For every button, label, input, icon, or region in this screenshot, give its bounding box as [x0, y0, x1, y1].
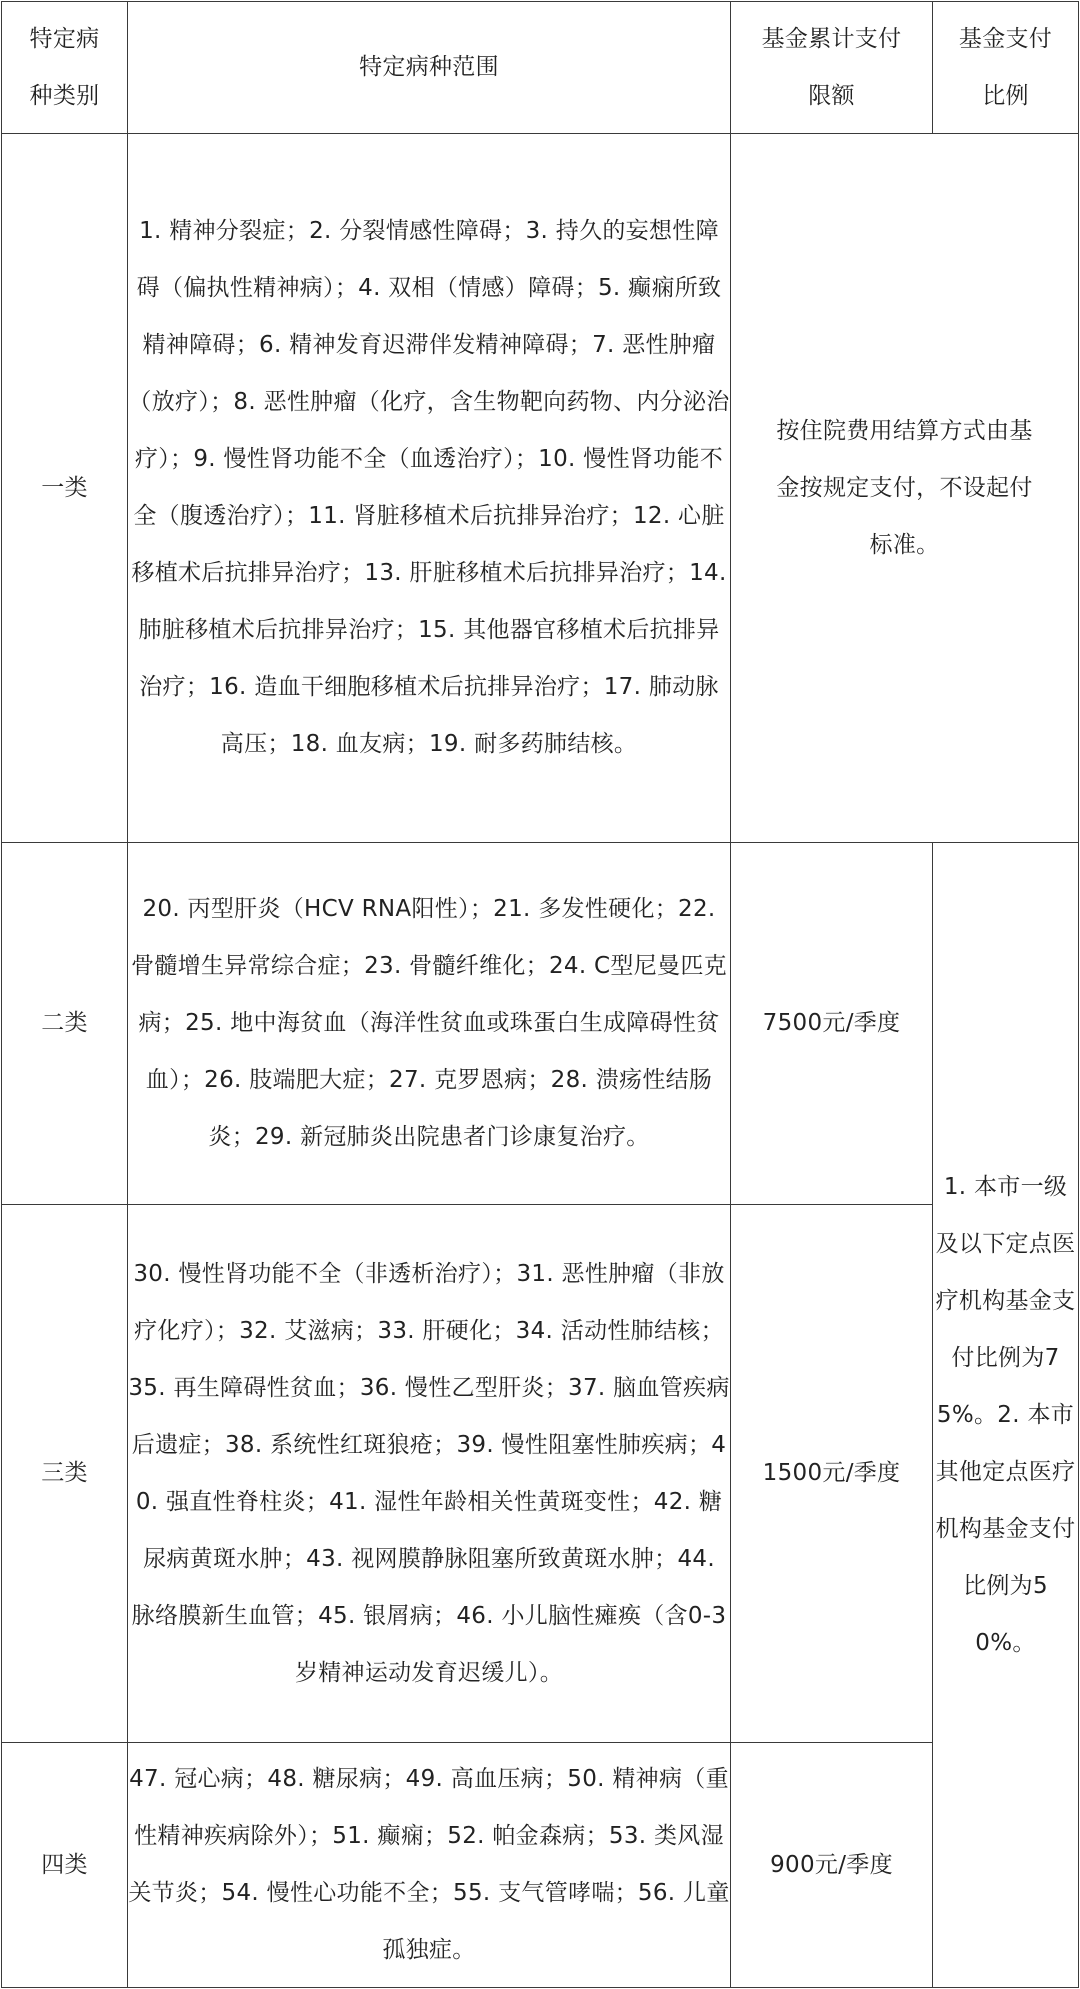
disease-range-text: 20. 丙型肝炎（HCV RNA阳性）；21. 多发性硬化；22. 骨髓增生异常综合症；23. 骨髓纤维化；24. C型尼曼匹克病；25. 地中海贫血（海洋性贫血或珠蛋白生成障碍性贫血）；26. 肢端肥大症；27. 克罗恩病；28. 溃疡性结肠炎；29. 新冠肺炎出院患者门诊康复治疗。 [131, 896, 727, 1150]
header-limit: 基金累计支付限额 [731, 2, 933, 134]
disease-range-text: 47. 冠心病；48. 糖尿病；49. 高血压病；50. 精神病（重性精神疾病除外）；51. 癫痫；52. 帕金森病；53. 类风湿关节炎；54. 慢性心功能不全；55. 支气管哮喘；56. 儿童孤独症。 [128, 1766, 730, 1963]
header-ratio: 基金支付比例 [933, 2, 1079, 134]
table-row [2, 1205, 1079, 1743]
table-row [2, 1743, 1079, 1988]
payment-ratio-cell: 1. 本市一级及以下定点医疗机构基金支付比例为75%。2. 本市其他定点医疗机构基金支付比例为50%。 [933, 843, 1079, 1988]
category-cell: 三类 [2, 1205, 128, 1743]
category-cell: 二类 [2, 843, 128, 1205]
disease-range-cell [128, 843, 731, 1205]
payment-limit-cell: 1500元/季度 [731, 1205, 933, 1743]
table-row [2, 134, 1079, 843]
header-row [2, 2, 1079, 134]
disease-range-cell [128, 1743, 731, 1988]
header-category: 特定病种类别 [2, 2, 128, 134]
limit-ratio-cell: 按住院费用结算方式由基金按规定支付，不设起付标准。 [731, 134, 1079, 843]
disease-policy-table [1, 1, 1079, 1988]
category-cell: 一类 [2, 134, 128, 843]
disease-range-cell [128, 1205, 731, 1743]
disease-range-text: 1. 精神分裂症；2. 分裂情感性障碍；3. 持久的妄想性障碍（偏执性精神病）；4. 双相（情感）障碍；5. 癫痫所致精神障碍；6. 精神发育迟滞伴发精神障碍；7. 恶性肿瘤（放疗）；8. 恶性肿瘤（化疗，含生物靶向药物、内分泌治疗）；9. 慢性肾功能不全（血透治疗）；10. 慢性肾功能不全（腹透治疗）；11. 肾脏移植术后抗排异治疗；12. 心脏移植术后抗排异治疗；13. 肝脏移植术后抗排异治疗；14. 肺脏移植术后抗排异治疗；15. 其他器官移植术后抗排异治疗；16. 造血干细胞移植术后抗排异治疗；17. 肺动脉高压；18. 血友病；19. 耐多药肺结核。 [128, 218, 730, 757]
category-cell: 四类 [2, 1743, 128, 1988]
disease-range-text: 30. 慢性肾功能不全（非透析治疗）；31. 恶性肿瘤（非放疗化疗）；32. 艾滋病；33. 肝硬化；34. 活动性肺结核；35. 再生障碍性贫血；36. 慢性乙型肝炎；37. 脑血管疾病后遗症；38. 系统性红斑狼疮；39. 慢性阻塞性肺疾病；40. 强直性脊柱炎；41. 湿性年龄相关性黄斑变性；42. 糖尿病黄斑水肿；43. 视网膜静脉阻塞所致黄斑水肿；44. 脉络膜新生血管；45. 银屑病；46. 小儿脑性瘫痪（含0-3岁精神运动发育迟缓儿）。 [128, 1260, 730, 1686]
header-range: 特定病种范围 [128, 2, 731, 134]
disease-range-cell [128, 134, 731, 843]
payment-limit-cell: 900元/季度 [731, 1743, 933, 1988]
table-row [2, 843, 1079, 1205]
payment-limit-cell: 7500元/季度 [731, 843, 933, 1205]
